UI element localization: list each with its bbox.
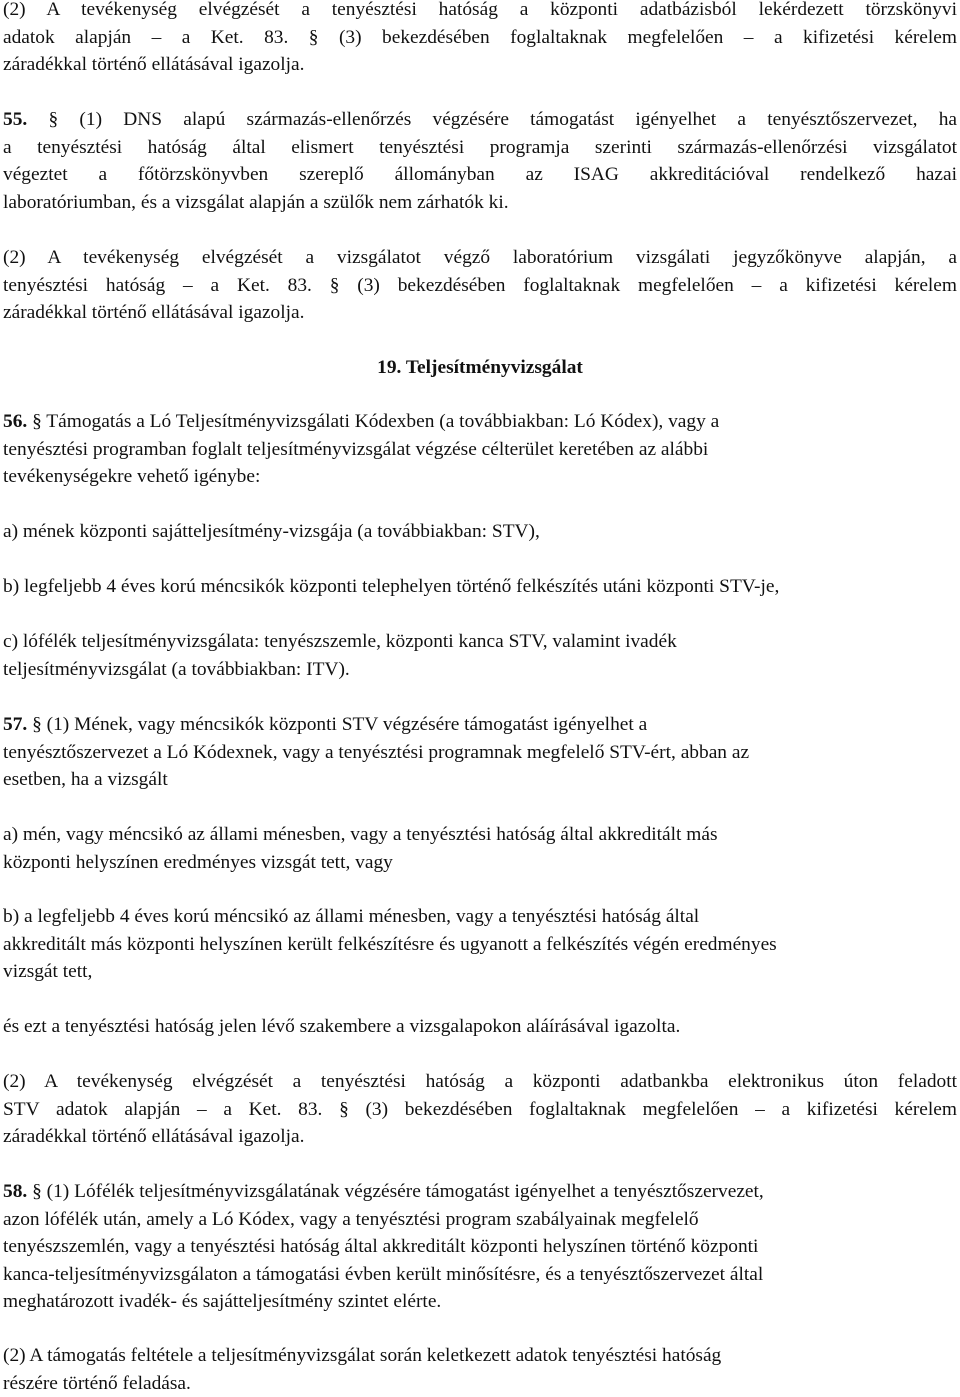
text-line: b) a legfeljebb 4 éves korú méncsikó az állami ménesben, vagy a tenyésztési hatóság által xyxy=(3,906,700,927)
section-number: 57. xyxy=(3,714,28,735)
paragraph-58-1 xyxy=(3,1178,957,1316)
text-line: záradékkal történő ellátásával igazolja. xyxy=(3,1126,305,1148)
text-line: STV adatok alapján – a Ket. 83. § (3) bekezdésében foglaltaknak megfelelően – a kifizetési kérelem xyxy=(3,1098,957,1120)
text-line: § Támogatás a Ló Teljesítményvizsgálati Kódexben (a továbbiakban: Ló Kódex), vagy a xyxy=(27,411,720,432)
paragraph-55-1 xyxy=(3,106,957,216)
text-line: záradékkal történő ellátásával igazolja. xyxy=(3,302,305,324)
text-line: részére történő feladása. xyxy=(3,1372,191,1394)
text-line: a tenyésztési hatóság által elismert tenyésztési programja szerinti származás-ellenőrzési vizsgálatot xyxy=(3,136,957,158)
text-line: (2) A tevékenység elvégzését a vizsgálatot végző laboratórium vizsgálati jegyzőkönyve alapján, a xyxy=(3,247,957,268)
paragraph-57-1 xyxy=(3,711,957,794)
paragraph-56 xyxy=(3,408,957,491)
text-line: teljesítményvizsgálat (a továbbiakban: ITV). xyxy=(3,658,350,680)
text-line: tevékenységekre vehető igénybe: xyxy=(3,466,261,488)
section-number: 58. xyxy=(3,1181,28,1202)
paragraph-55-2 xyxy=(3,244,957,327)
text-line: vizsgát tett, xyxy=(3,961,93,983)
text-line: tenyésztési hatóság – a Ket. 83. § (3) bekezdésében foglaltaknak megfelelően – a kifizetési kérelem xyxy=(3,274,957,296)
text-line: esetben, ha a vizsgált xyxy=(3,769,168,791)
text-line: a) mén, vagy méncsikó az állami ménesben, vagy a tenyésztési hatóság által akkreditált más xyxy=(3,824,718,845)
text-line-with-number xyxy=(3,408,957,436)
text-line: laboratóriumban, és a vizsgálat alapján a szülők nem zárhatók ki. xyxy=(3,191,509,213)
text-line: tenyésztőszervezet a Ló Kódexnek, vagy a tenyésztési programnak megfelelő STV-ért, abban az xyxy=(3,741,750,763)
text-line: központi helyszínen eredményes vizsgát tett, vagy xyxy=(3,851,393,873)
paragraph-58-2 xyxy=(3,1342,957,1397)
text-line: a) mének központi sajátteljesítmény-vizsgája (a továbbiakban: STV), xyxy=(3,521,540,542)
text-line: tenyésztési programban foglalt teljesítményvizsgálat végzése célterület keretében az alábbi xyxy=(3,438,709,460)
text-line: b) legfeljebb 4 éves korú méncsikók központi telephelyen történő felkészítés utáni központi STV-je, xyxy=(3,576,780,597)
text-line-with-number xyxy=(3,1178,957,1206)
text-line: akkreditált más központi helyszínen került felkészítésre és ugyanott a felkészítés végén eredményes xyxy=(3,933,777,955)
text-line: végeztet a főtörzskönyvben szereplő állományban az ISAG akkreditációval rendelkező hazai xyxy=(3,164,957,186)
list-item-c xyxy=(3,628,957,683)
text-line: § (1) Lófélék teljesítményvizsgálatának végzésére támogatást igényelhet a tenyésztőszervezet, xyxy=(27,1181,764,1202)
text-line: c) lófélék teljesítményvizsgálata: tenyészszemle, központi kanca STV, valamint ivadék xyxy=(3,631,677,652)
list-item-a xyxy=(3,518,957,546)
list-item-57-b xyxy=(3,903,957,986)
text-line: és ezt a tenyésztési hatóság jelen lévő szakembere a vizsgalapokon aláírásával igazolta. xyxy=(3,1016,681,1037)
section-number: 56. xyxy=(3,411,28,432)
text-line: adatok alapján – a Ket. 83. § (3) bekezdésében foglaltaknak megfelelően – a kifizetési kérelem xyxy=(3,26,957,48)
section-number: 55. xyxy=(3,109,28,130)
text-line: kanca-teljesítményvizsgálaton a támogatási évben került minősítésre, és a tenyésztőszervezet által xyxy=(3,1263,764,1285)
section-heading: 19. Teljesítményvizsgálat xyxy=(377,357,583,378)
text-line: (2) A tevékenység elvégzését a tenyésztési hatóság a központi adatbázisból lekérdezett törzskönyvi xyxy=(3,0,957,20)
text-line: záradékkal történő ellátásával igazolja. xyxy=(3,54,305,76)
list-item-b xyxy=(3,573,957,601)
text-line: (2) A tevékenység elvégzését a tenyésztési hatóság a központi adatbankba elektronikus úton feladott xyxy=(3,1071,957,1092)
list-item-57-a xyxy=(3,821,957,876)
paragraph-57-2 xyxy=(3,1068,957,1151)
paragraph-57-closing xyxy=(3,1013,957,1041)
text-line-with-number xyxy=(3,711,957,739)
text-line: azon lófélék után, amely a Ló Kódex, vagy a tenyésztési program szabályainak megfelelő xyxy=(3,1208,699,1230)
text-line: tenyészszemlén, vagy a tenyésztési hatóság által akkreditált központi helyszínen történő központi xyxy=(3,1236,759,1258)
text-line-with-number xyxy=(3,106,957,134)
text-line: meghatározott ivadék- és sajátteljesítmény szintet elérte. xyxy=(3,1291,442,1313)
text-line: § (1) Mének, vagy méncsikók központi STV végzésére támogatást igényelhet a xyxy=(27,714,648,735)
paragraph-54-2 xyxy=(3,0,957,79)
text-line: § (1) DNS alapú származás-ellenőrzés végzésére támogatást igényelhet a tenyésztőszervezet, ha xyxy=(27,109,957,130)
text-line: (2) A támogatás feltétele a teljesítményvizsgálat során keletkezett adatok tenyésztési hatóság xyxy=(3,1345,722,1366)
